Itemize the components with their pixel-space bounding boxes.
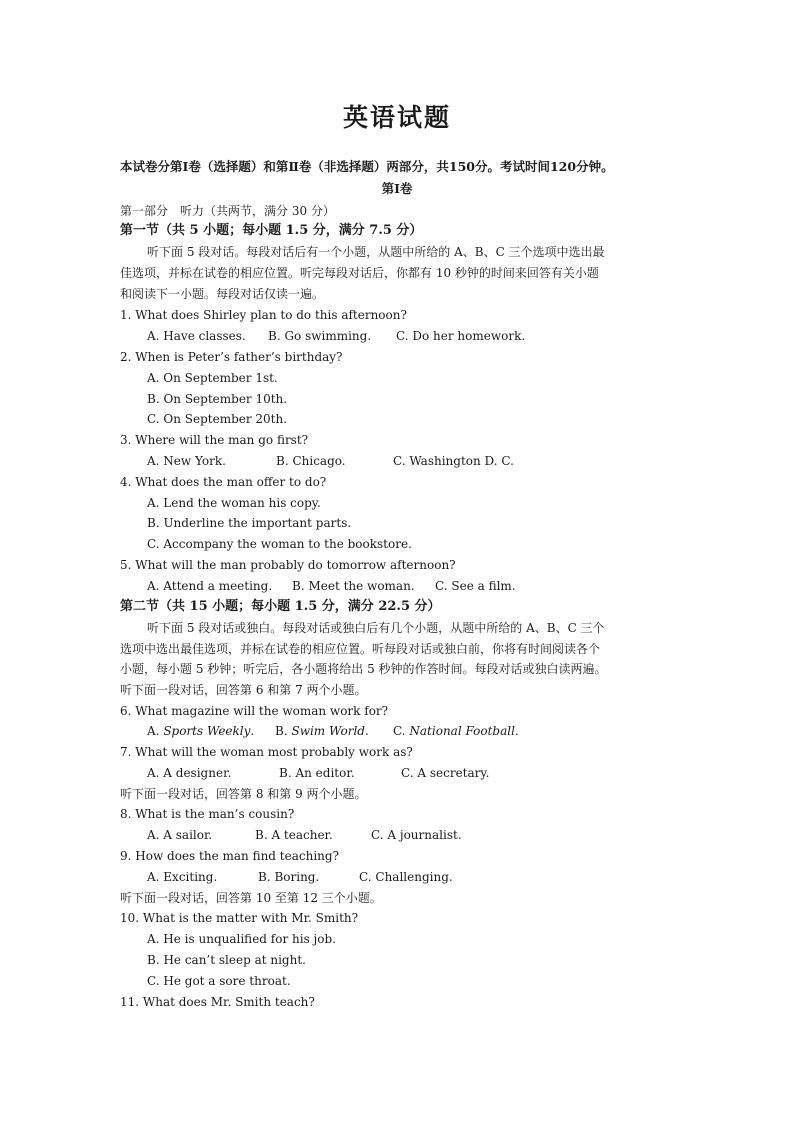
option-b: B. Go swimming. xyxy=(268,329,372,343)
option-a: A. A sailor. xyxy=(147,828,213,842)
magazine-title: Sports Weekly xyxy=(163,724,251,738)
option-a xyxy=(147,723,254,739)
section1-instruction-line: 听下面 5 段对话。每段对话后有一个小题，从题中所给的 A、B、C 三个选项中选出最 xyxy=(147,245,605,259)
option-c: C. He got a sore throat. xyxy=(147,974,291,988)
question-stem: 10. What is the matter with Mr. Smith? xyxy=(120,911,359,925)
option-a: A. Lend the woman his copy. xyxy=(147,496,321,510)
section2-instruction-line: 小题，每小题 5 秒钟；听完后，各小题将给出 5 秒钟的作答时间。每段对话或独白读两遍。 xyxy=(120,662,607,676)
question-stem: 3. Where will the man go first? xyxy=(120,433,309,447)
dialogue-note: 听下面一段对话，回答第 6 和第 7 两个小题。 xyxy=(120,683,367,697)
section1-instruction-line: 和阅读下一小题。每段对话仅读一遍。 xyxy=(120,287,325,301)
question-stem: 8. What is the man’s cousin? xyxy=(120,807,295,821)
question-stem: 1. What does Shirley plan to do this afternoon? xyxy=(120,308,407,322)
part-heading: 第一部分 听力（共两节，满分 30 分） xyxy=(120,204,335,218)
option-b: B. Boring. xyxy=(258,870,320,884)
option-b: B. Underline the important parts. xyxy=(147,516,352,530)
question-stem: 2. When is Peter’s father’s birthday? xyxy=(120,350,343,364)
option-end: . xyxy=(250,724,255,738)
option-a: A. Exciting. xyxy=(147,870,218,884)
option-end: . xyxy=(365,724,369,738)
option-b: B. Chicago. xyxy=(276,454,346,468)
option-letter: B. xyxy=(275,724,288,738)
magazine-title: National Football. xyxy=(409,724,519,738)
question-stem: 5. What will the man probably do tomorrow afternoon? xyxy=(120,558,456,572)
option-c: C. A secretary. xyxy=(401,766,490,780)
question-stem: 6. What magazine will the woman work for? xyxy=(120,704,389,718)
question-stem: 11. What does Mr. Smith teach? xyxy=(120,995,315,1009)
option-a: A. New York. xyxy=(147,454,226,468)
magazine-title: Swim World xyxy=(291,724,365,738)
option-letter: C. xyxy=(393,724,406,738)
section1-instruction-line: 佳选项，并标在试卷的相应位置。听完每段对话后，你都有 10 秒钟的时间来回答有关小题 xyxy=(120,266,599,280)
option-b xyxy=(275,723,369,739)
option-c: C. On September 20th. xyxy=(147,412,288,426)
option-a: A. Attend a meeting. xyxy=(147,579,273,593)
option-a: A. He is unqualified for his job. xyxy=(147,932,336,946)
option-b: B. On September 10th. xyxy=(147,392,288,406)
section2-instruction-line: 选项中选出最佳选项，并标在试卷的相应位置。听每段对话或独白前，你将有时间阅读各个 xyxy=(120,642,601,656)
question-stem: 7. What will the woman most probably work as? xyxy=(120,745,413,759)
option-c: C. Do her homework. xyxy=(396,329,526,343)
option-a: A. On September 1st. xyxy=(147,371,278,385)
dialogue-note: 听下面一段对话，回答第 10 至第 12 三个小题。 xyxy=(120,891,382,905)
volume-heading: 第Ⅰ卷 xyxy=(381,181,413,196)
option-c: C. Accompany the woman to the bookstore. xyxy=(147,537,412,551)
option-letter: A. xyxy=(147,724,160,738)
option-c: C. A journalist. xyxy=(371,828,462,842)
question-stem: 9. How does the man find teaching? xyxy=(120,849,339,863)
option-c: C. Washington D. C. xyxy=(393,454,514,468)
dialogue-note: 听下面一段对话，回答第 8 和第 9 两个小题。 xyxy=(120,787,367,801)
exam-intro: 本试卷分第Ⅰ卷（选择题）和第Ⅱ卷（非选择题）两部分，共150分。考试时间120分钟。 xyxy=(120,159,614,174)
option-a: A. A designer. xyxy=(147,766,232,780)
question-stem: 4. What does the man offer to do? xyxy=(120,475,327,489)
option-b: B. Meet the woman. xyxy=(292,579,415,593)
option-b: B. An editor. xyxy=(279,766,355,780)
section2-instruction-line: 听下面 5 段对话或独白。每段对话或独白后有几个小题，从题中所给的 A、B、C 三个 xyxy=(147,621,605,635)
page-title: 英语试题 xyxy=(342,103,451,132)
section2-heading: 第二节（共 15 小题；每小题 1.5 分，满分 22.5 分） xyxy=(120,599,441,614)
option-c: C. Challenging. xyxy=(359,870,453,884)
option-a: A. Have classes. xyxy=(147,329,246,343)
section1-heading: 第一节（共 5 小题；每小题 1.5 分，满分 7.5 分） xyxy=(120,223,423,238)
option-c: C. See a film. xyxy=(435,579,516,593)
option-b: B. A teacher. xyxy=(255,828,333,842)
option-b: B. He can’t sleep at night. xyxy=(147,953,306,967)
option-c xyxy=(393,723,519,739)
